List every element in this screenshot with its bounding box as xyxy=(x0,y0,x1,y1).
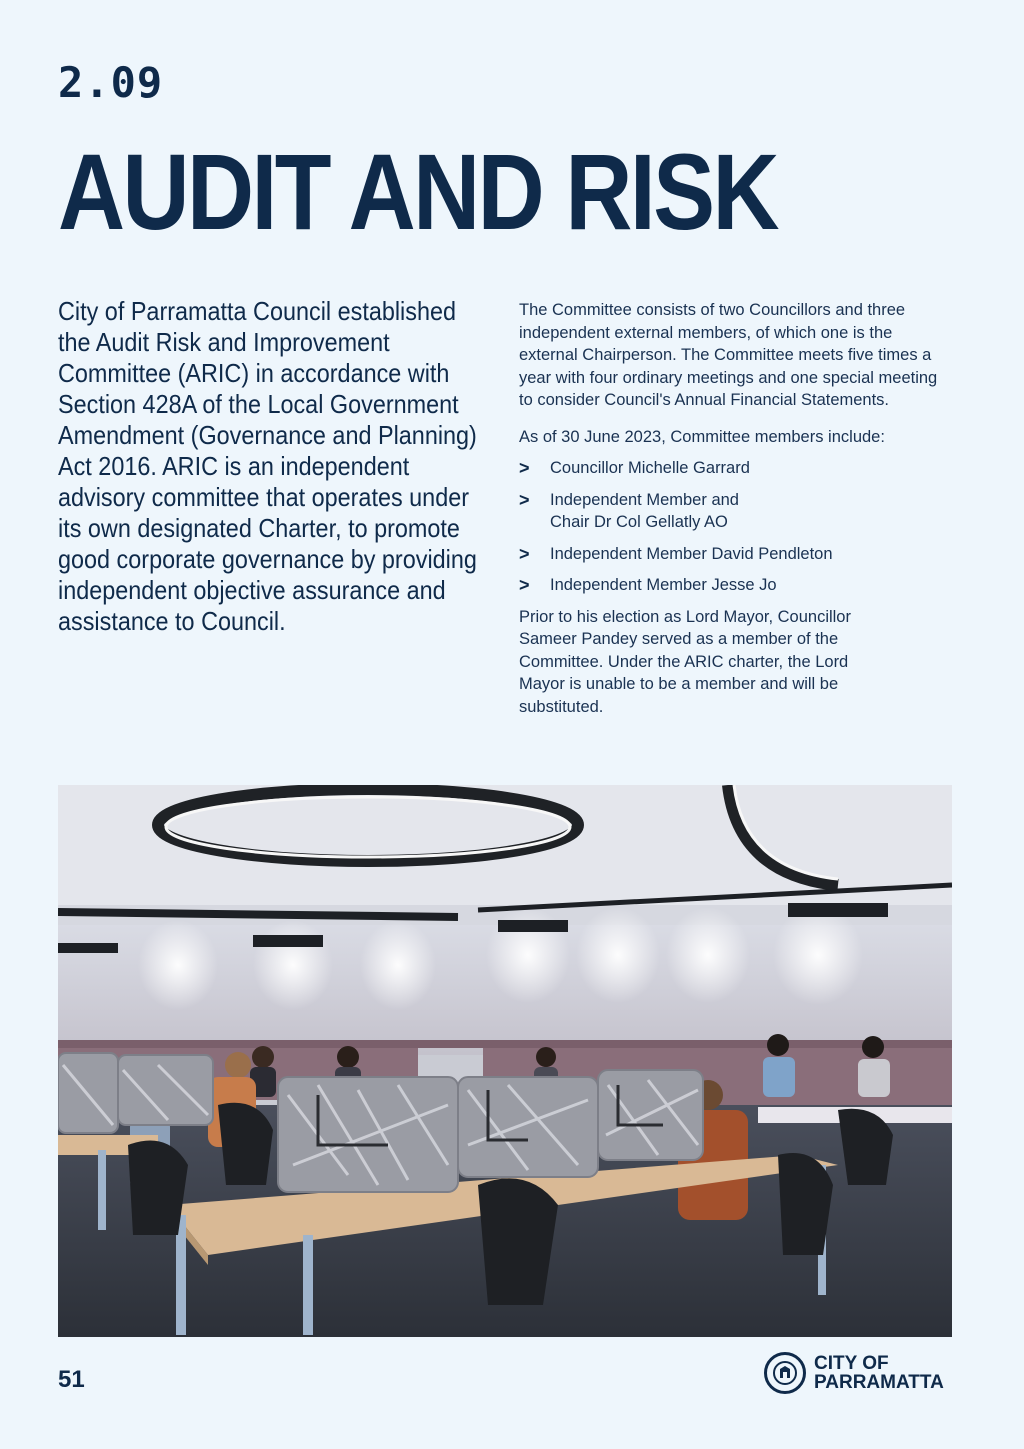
list-item xyxy=(519,489,949,534)
photo-illustration xyxy=(58,785,952,1337)
city-of-parramatta-logo xyxy=(764,1352,944,1394)
logo-line-1: CITY OF xyxy=(814,1353,889,1374)
chevron-right-icon: > xyxy=(519,575,530,595)
member-name: Independent Member and Chair Dr Col Gellatly AO xyxy=(550,490,739,531)
member-name: Independent Member David Pendleton xyxy=(550,544,833,563)
page-number: 51 xyxy=(58,1366,85,1393)
committee-details xyxy=(519,299,949,732)
chevron-right-icon: > xyxy=(519,489,530,510)
list-item xyxy=(519,574,949,597)
page-title: AUDIT AND RISK xyxy=(58,131,777,252)
council-crest-icon xyxy=(764,1352,806,1394)
member-name: Councillor Michelle Garrard xyxy=(550,459,750,477)
list-item xyxy=(519,457,949,480)
section-number: 2.09 xyxy=(58,58,164,107)
library-study-area-photo xyxy=(58,785,952,1337)
lord-mayor-paragraph: Prior to his election as Lord Mayor, Councillor Sameer Pandey served as a member of the Committee. Under the ARIC charter, the Lord Mayor is unable to be a member and will be substituted. xyxy=(519,607,851,716)
members-list xyxy=(519,457,949,597)
chevron-right-icon: > xyxy=(519,543,530,564)
logo-line-2: PARRAMATTA xyxy=(814,1372,944,1393)
members-intro: As of 30 June 2023, Committee members include: xyxy=(519,427,885,446)
logo-wordmark xyxy=(814,1354,944,1392)
chevron-right-icon: > xyxy=(519,458,530,478)
member-name: Independent Member Jesse Jo xyxy=(550,576,777,594)
list-item xyxy=(519,543,949,566)
committee-composition-paragraph: The Committee consists of two Councillors and three independent external members, of which one is the external Chairperson. The Committee meets five times a year with four ordinary meetings and one special meeting to consider Council's Annual Financial Statements. xyxy=(519,301,938,409)
crest-glyph xyxy=(772,1360,798,1386)
intro-paragraph: City of Parramatta Council established the Audit Risk and Improvement Committee (ARIC) in accordance with Section 428A of the Local Government Amendment (Governance and Planning) Act 2016. ARIC is an independent advisory committee that operates under its own designated Charter, to promote good corporate governance by providing independent objective assurance and assistance to Council. xyxy=(58,296,477,636)
